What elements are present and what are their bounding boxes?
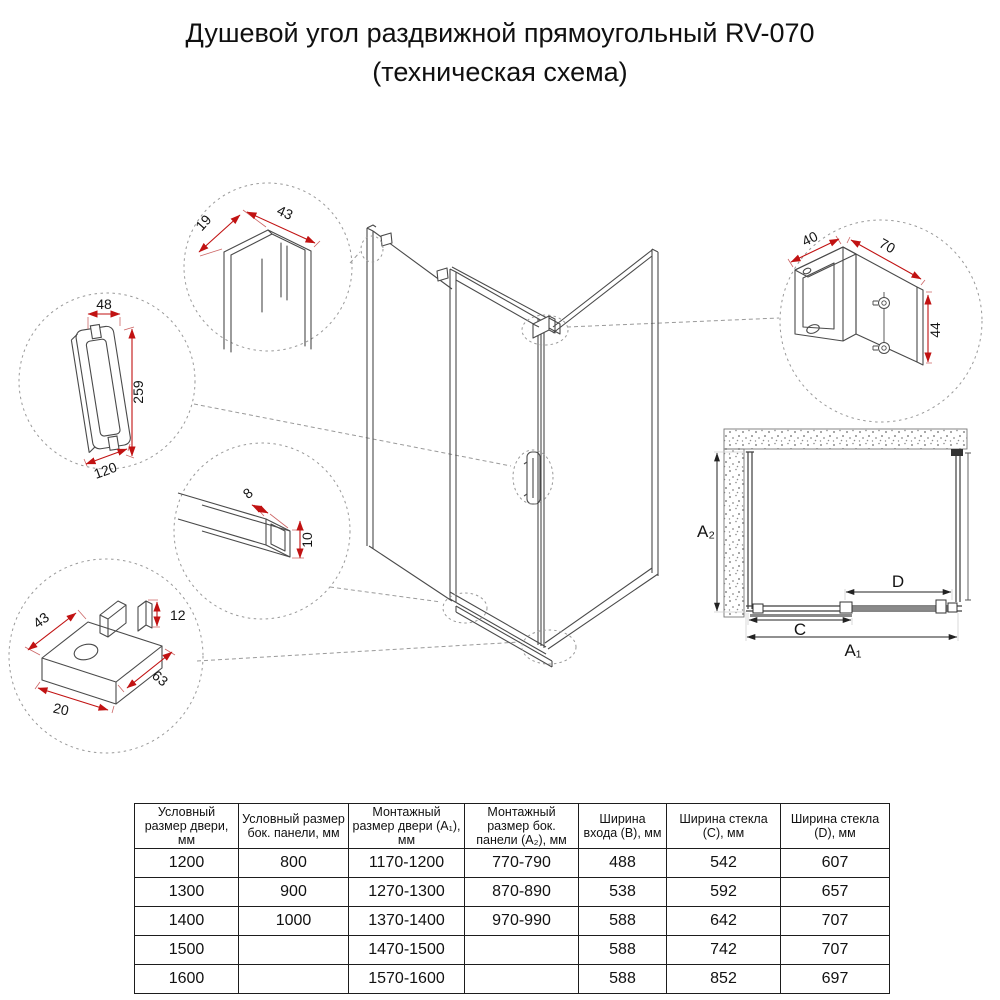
table-row	[135, 878, 890, 907]
table-cell: 1400	[135, 907, 239, 936]
table-cell	[465, 936, 579, 965]
plan-dim-a1: A₁	[844, 641, 862, 660]
table-cell: 657	[781, 878, 890, 907]
dim-wall-profile-width: 43	[274, 201, 296, 223]
table-row	[135, 907, 890, 936]
table-cell: 488	[579, 849, 667, 878]
table-cell: 542	[667, 849, 781, 878]
table-cell: 1500	[135, 936, 239, 965]
callout-square-profile	[174, 443, 350, 619]
dim-corner-bracket-height: 44	[927, 322, 943, 338]
plan-depth-line	[965, 453, 971, 600]
focus-wall-profile	[361, 236, 383, 262]
table-cell: 588	[579, 936, 667, 965]
table-cell: 870-890	[465, 878, 579, 907]
table-cell: 707	[781, 907, 890, 936]
table-row	[135, 849, 890, 878]
plan-roller	[753, 604, 763, 613]
door-left-post	[450, 269, 456, 602]
plan-right-glass	[956, 452, 960, 602]
callout-handle	[19, 293, 195, 482]
table-cell: 1600	[135, 965, 239, 994]
callout-circle	[9, 559, 203, 753]
table-cell: 852	[667, 965, 781, 994]
page-title-line1: Душевой угол раздвижной прямоугольный RV-070	[185, 18, 815, 48]
leader-square-profile	[330, 587, 441, 602]
leader-lines	[194, 252, 779, 661]
leader-floor-bracket	[197, 642, 520, 661]
table-cell: 1200	[135, 849, 239, 878]
table-cell: 1300	[135, 878, 239, 907]
plan-top-bracket	[951, 449, 963, 456]
door-right-stile	[538, 319, 544, 648]
table-cell: 607	[781, 849, 890, 878]
leader-corner-bracket	[567, 318, 779, 327]
table-cell: 588	[579, 907, 667, 936]
table-cell: 1170-1200	[349, 849, 465, 878]
dim-handle-height: 259	[130, 380, 146, 404]
callout-circle	[174, 443, 350, 619]
col-header-panel-mount: Монтажный размер бок. панели (A₂), мм	[465, 804, 579, 849]
col-header-glass-d: Ширина стекла (D), мм	[781, 804, 890, 849]
table-cell: 588	[579, 965, 667, 994]
callout-wall-profile	[184, 183, 352, 352]
col-header-door-nominal: Условный размер двери, мм	[135, 804, 239, 849]
table-cell: 1000	[239, 907, 349, 936]
dim-square-profile-width: 8	[239, 484, 256, 502]
plan-wall-left	[724, 449, 744, 617]
table-cell: 538	[579, 878, 667, 907]
dim-floor-bracket-length: 63	[149, 667, 172, 690]
dim-wall-profile-depth: 19	[192, 211, 215, 234]
col-header-entry-width: Ширина входа (B), мм	[579, 804, 667, 849]
table-cell: 642	[667, 907, 781, 936]
plan-dim-d: D	[891, 572, 905, 591]
table-row	[135, 965, 890, 994]
right-side-panel	[545, 249, 658, 649]
dim-corner-bracket-width: 40	[799, 227, 821, 250]
table-cell: 970-990	[465, 907, 579, 936]
dim-handle-width: 48	[96, 296, 112, 312]
table-cell: 800	[239, 849, 349, 878]
plan-dim-c: C	[793, 620, 807, 639]
table-cell: 1270-1300	[349, 878, 465, 907]
left-wall-profile	[367, 225, 376, 549]
plan-view	[697, 429, 971, 660]
table-cell	[239, 965, 349, 994]
spec-table-header-row	[135, 804, 890, 849]
col-header-door-mount: Монтажный размер двери (A₁), мм	[349, 804, 465, 849]
spec-table	[134, 803, 890, 994]
dim-square-profile-height: 10	[299, 532, 315, 548]
table-cell: 900	[239, 878, 349, 907]
table-row	[135, 936, 890, 965]
dim-floor-bracket-width: 43	[29, 608, 53, 632]
plan-wall-top	[724, 429, 967, 449]
dim-corner-bracket-length: 70	[876, 234, 899, 257]
dim-handle-depth: 120	[91, 458, 120, 482]
callout-floor-bracket	[9, 559, 203, 753]
callout-corner-bracket	[780, 220, 982, 422]
plan-roller	[936, 600, 946, 613]
table-cell: 1370-1400	[349, 907, 465, 936]
table-cell	[465, 965, 579, 994]
leader-handle	[194, 404, 511, 466]
page-title-line2: (техническая схема)	[372, 57, 628, 88]
left-fixed-panel	[369, 231, 452, 601]
table-cell: 770-790	[465, 849, 579, 878]
callout-circle	[184, 183, 352, 351]
table-cell: 697	[781, 965, 890, 994]
plan-side-panel-glass	[746, 452, 754, 609]
plan-dim-a2: A₂	[697, 522, 715, 541]
table-cell: 1570-1600	[349, 965, 465, 994]
dim-floor-bracket-end: 20	[51, 699, 71, 719]
table-cell: 742	[667, 936, 781, 965]
glass-clip	[381, 233, 392, 246]
col-header-panel-nominal: Условный размер бок. панели, мм	[239, 804, 349, 849]
table-cell	[239, 936, 349, 965]
door-top-rail	[452, 267, 547, 330]
table-cell: 1470-1500	[349, 936, 465, 965]
col-header-glass-c: Ширина стекла (C), мм	[667, 804, 781, 849]
table-cell: 707	[781, 936, 890, 965]
glass-clip	[437, 268, 448, 281]
top-corner-bracket	[533, 316, 560, 338]
table-cell: 592	[667, 878, 781, 907]
callout-circle	[19, 293, 195, 469]
plan-roller	[840, 602, 852, 613]
plan-roller	[948, 603, 957, 612]
dim-floor-bracket-tab: 12	[170, 607, 186, 623]
main-isometric-drawing	[361, 225, 658, 667]
